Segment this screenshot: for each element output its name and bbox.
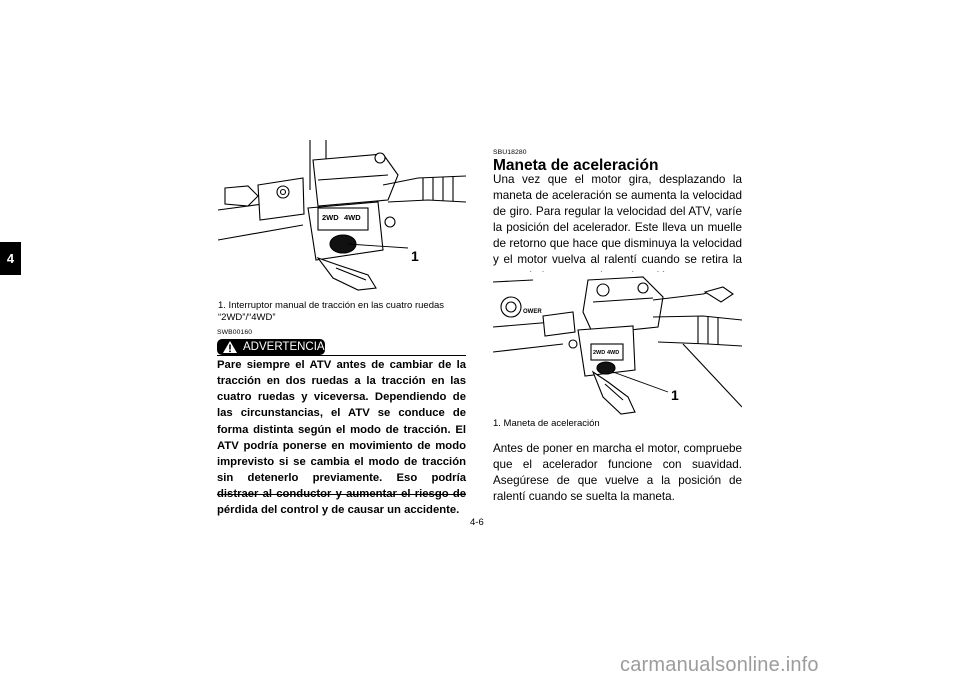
power-button-label: OWER bbox=[523, 309, 542, 315]
figure1-callout: 1 bbox=[411, 248, 419, 264]
warning-badge-label: ADVERTENCIA bbox=[243, 341, 325, 353]
page-number: 4-6 bbox=[470, 517, 484, 528]
switch-label-4wd: 4WD bbox=[344, 213, 361, 222]
watermark: carmanualsonline.info bbox=[620, 654, 819, 676]
warning-badge bbox=[217, 339, 325, 355]
section-title: Maneta de aceleración bbox=[493, 157, 659, 174]
chapter-tab: 4 bbox=[0, 242, 21, 275]
figure1-caption: 1. Interruptor manual de tracción en las cuatro ruedas “2WD”/“4WD” bbox=[218, 300, 445, 323]
warning-bottom-rule bbox=[217, 494, 466, 495]
warning-code: SWB00160 bbox=[217, 329, 253, 336]
warning-top-rule bbox=[217, 355, 466, 356]
section-paragraph-1: Una vez que el motor gira, desplazando la maneta de aceleración se aumenta la velocidad de giro. Para regular la velocidad del ATV, varíe la posición del acelerador. Este lleva un muelle de retorno que hace que disminuya la velocidad y el motor vuelva al ralentí cuando se retira la bbox=[493, 173, 742, 267]
warning-triangle-icon bbox=[222, 340, 238, 354]
switch-label-2wd: 2WD bbox=[322, 213, 339, 222]
figure2-caption: 1. Maneta de aceleración bbox=[493, 418, 600, 429]
figure-4wd-switch bbox=[218, 140, 466, 300]
fig2-switch-label-4wd: 4WD bbox=[607, 350, 620, 356]
figure2-callout: 1 bbox=[671, 387, 679, 403]
section-code: SBU18280 bbox=[493, 149, 527, 156]
figure-throttle-lever bbox=[493, 272, 742, 416]
section-paragraph-2: Antes de poner en marcha el motor, compruebe que el acelerador funcione con suavidad. Asegúrese de que vuelve a la posición de ralentí cuando se suelta la maneta. bbox=[493, 442, 742, 504]
warning-text: Pare siempre el ATV antes de cambiar de la tracción en dos ruedas a la tracción en las cuatro ruedas y viceversa. Dependiendo de las circunstancias, el ATV se conduce de forma distinta según el modo de tracción. El ATV podría ponerse en movimiento de modo imprevisto si se cambia el modo de tracción sin detenerlo previamente. Eso podría distraer al conductor y aumentar el riesgo de pérdida del control y de causar un accidente. bbox=[217, 359, 466, 517]
fig2-switch-label-2wd: 2WD bbox=[593, 350, 606, 356]
